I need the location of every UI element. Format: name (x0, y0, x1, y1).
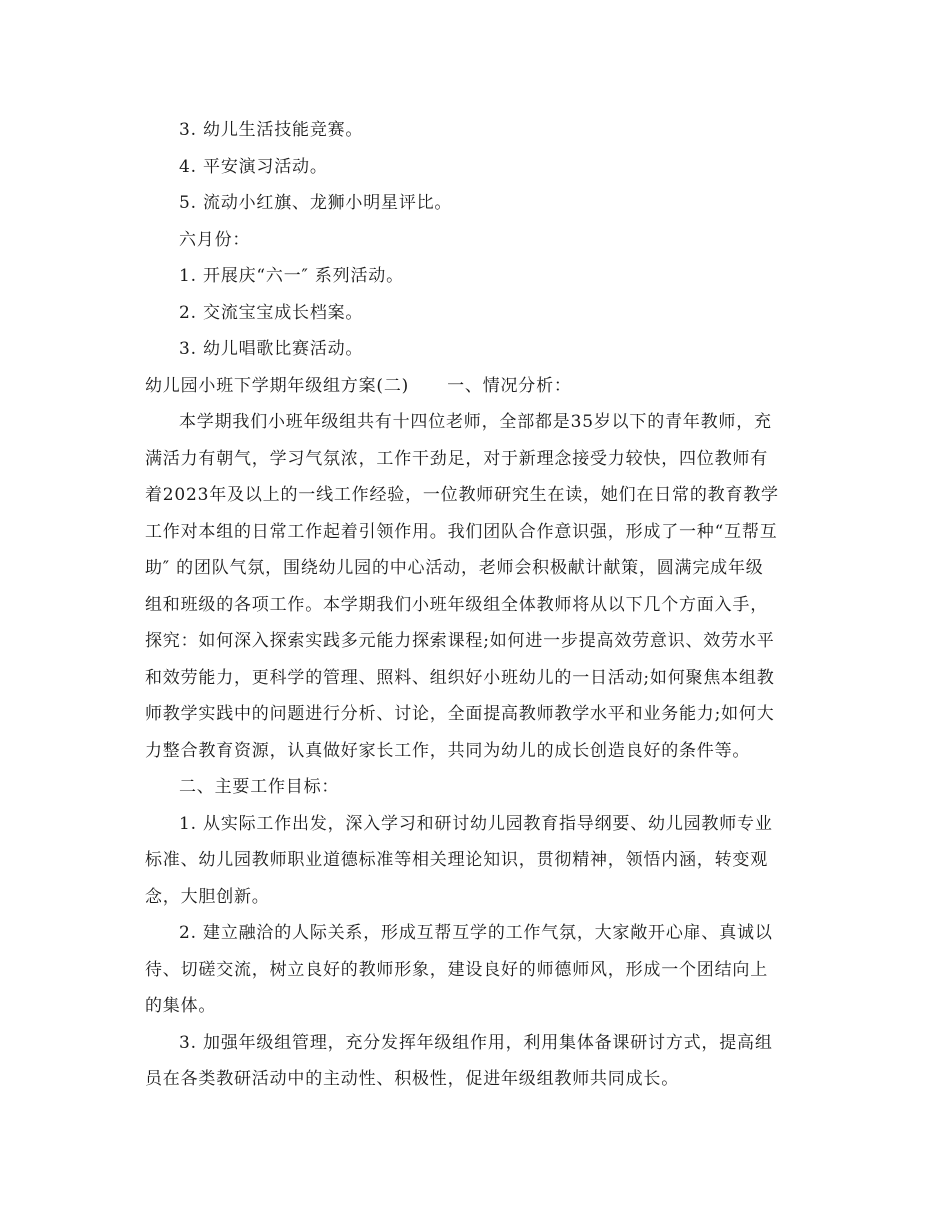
paragraph-line: 着2023年及以上的一线工作经验，一位教师研究生在读，她们在日常的教育教学 (145, 485, 779, 505)
paragraph-line: 念，大胆创新。 (145, 886, 270, 907)
paragraph-line: 3. 加强年级组管理，充分发挥年级组作用，利用集体备课研讨方式，提高组 (179, 1032, 773, 1053)
paragraph-line: 探究：如何深入探索实践多元能力探索课程;如何进一步提高效劳意识、效劳水平 (145, 631, 775, 651)
paragraph-line: 满活力有朝气，学习气氛浓，工作干劲足，对于新理念接受力较快，四位教师有 (145, 448, 768, 469)
paragraph-line: 的集体。 (145, 996, 217, 1016)
goal-paragraph-3 (145, 1025, 807, 1098)
list-item-red-flag-star: 5. 流动小红旗、龙狮小明星评比。 (179, 193, 453, 213)
paragraph-line: 助″ 的团队气氛，围绕幼儿园的中心活动，老师会积极献计献策，圆满完成年级 (145, 558, 764, 578)
plan-title: 幼儿园小班下学期年级组方案(二) (145, 375, 410, 396)
list-item-growth-archive: 2. 交流宝宝成长档案。 (179, 302, 364, 323)
list-item-singing-contest: 3. 幼儿唱歌比赛活动。 (179, 339, 364, 359)
paragraph-line: 工作对本组的日常工作起着引领作用。我们团队合作意识强，形成了一种“互帮互 (145, 521, 778, 542)
paragraph-line: 1. 从实际工作出发，深入学习和研讨幼儿园教育指导纲要、幼儿园教师专业 (179, 813, 773, 834)
list-item-children-day: 1. 开展庆“六一″ 系列活动。 (179, 266, 404, 286)
paragraph-line: 2. 建立融洽的人际关系，形成互帮互学的工作气氛，大家敞开心扉、真诚以 (179, 923, 773, 943)
document-body (145, 112, 807, 1098)
section-heading-situation: 一、情况分析： (447, 375, 572, 396)
paragraph-line: 组和班级的各项工作。本学期我们小班年级组全体教师将从以下几个方面入手， (145, 594, 768, 615)
paragraph-line: 待、切磋交流，树立良好的教师形象，建设良好的师德师风，形成一个团结向上 (145, 959, 768, 980)
goal-paragraph-2 (145, 915, 807, 1025)
paragraph-line: 员在各类教研活动中的主动性、积极性，促进年级组教师共同成长。 (145, 1069, 679, 1089)
situation-paragraph (145, 404, 807, 769)
paragraph-line: 本学期我们小班年级组共有十四位老师，全部都是35岁以下的青年教师，充 (179, 412, 772, 432)
paragraph-line: 力整合教育资源，认真做好家长工作，共同为幼儿的成长创造良好的条件等。 (145, 740, 751, 761)
paragraph-line: 和效劳能力，更科学的管理、照料、组织好小班幼儿的一日活动;如何聚焦本组教 (145, 667, 775, 688)
month-heading-june: 六月份： (179, 229, 251, 250)
list-item-safety-drill: 4. 平安演习活动。 (179, 156, 328, 177)
section-heading-goals: 二、主要工作目标： (179, 777, 340, 797)
paragraph-line: 标准、幼儿园教师职业道德标准等相关理论知识，贯彻精神，领悟内涵，转变观 (145, 850, 768, 870)
plan-title-line (145, 368, 807, 405)
paragraph-line: 师教学实践中的问题进行分析、讨论，全面提高教师教学水平和业务能力;如何大 (145, 704, 775, 724)
goal-paragraph-1 (145, 806, 807, 916)
list-item-skills-competition: 3. 幼儿生活技能竞赛。 (179, 120, 364, 140)
